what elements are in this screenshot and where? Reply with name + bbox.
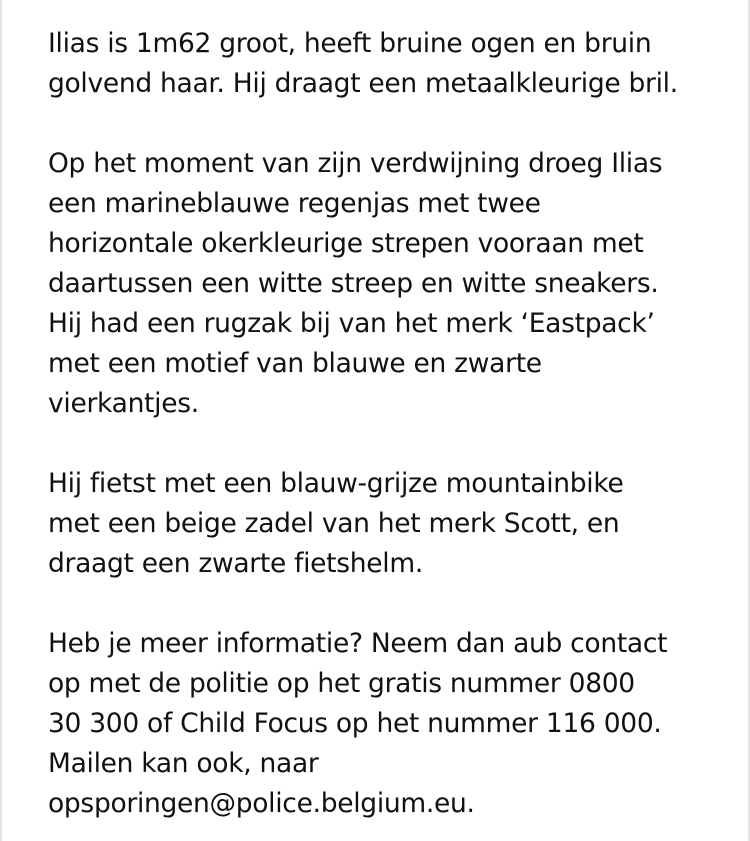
text-line: Op het moment van zijn verdwijning droeg Ilias	[48, 148, 663, 179]
text-line: 30 300 of Child Focus op het nummer 116 000.	[48, 708, 662, 739]
paragraph-bike	[48, 464, 738, 584]
text-line: Mailen kan ook, naar	[48, 748, 319, 779]
text-body	[48, 24, 738, 824]
paragraph-description	[48, 24, 738, 104]
left-border	[0, 0, 2, 841]
paragraph-clothing	[48, 144, 738, 424]
text-line: daartussen een witte streep en witte sneakers.	[48, 268, 659, 299]
text-line: met een motief van blauwe en zwarte	[48, 348, 542, 379]
text-line: Heb je meer informatie? Neem dan aub contact	[48, 628, 668, 659]
text-line: een marineblauwe regenjas met twee	[48, 188, 541, 219]
text-line: golvend haar. Hij draagt een metaalkleurige bril.	[48, 68, 678, 99]
text-line: op met de politie op het gratis nummer 0800	[48, 668, 635, 699]
text-line: Hij had een rugzak bij van het merk ‘Eastpack’	[48, 308, 655, 339]
paragraph-contact	[48, 624, 738, 824]
text-line: horizontale okerkleurige strepen vooraan met	[48, 228, 644, 259]
text-line: Hij fietst met een blauw-grijze mountainbike	[48, 468, 624, 499]
text-line: vierkantjes.	[48, 388, 199, 419]
text-line: draagt een zwarte fietshelm.	[48, 548, 423, 579]
email-text: opsporingen@police.belgium.eu.	[48, 788, 475, 819]
text-line: Ilias is 1m62 groot, heeft bruine ogen en bruin	[48, 28, 652, 59]
text-line: met een beige zadel van het merk Scott, en	[48, 508, 620, 539]
